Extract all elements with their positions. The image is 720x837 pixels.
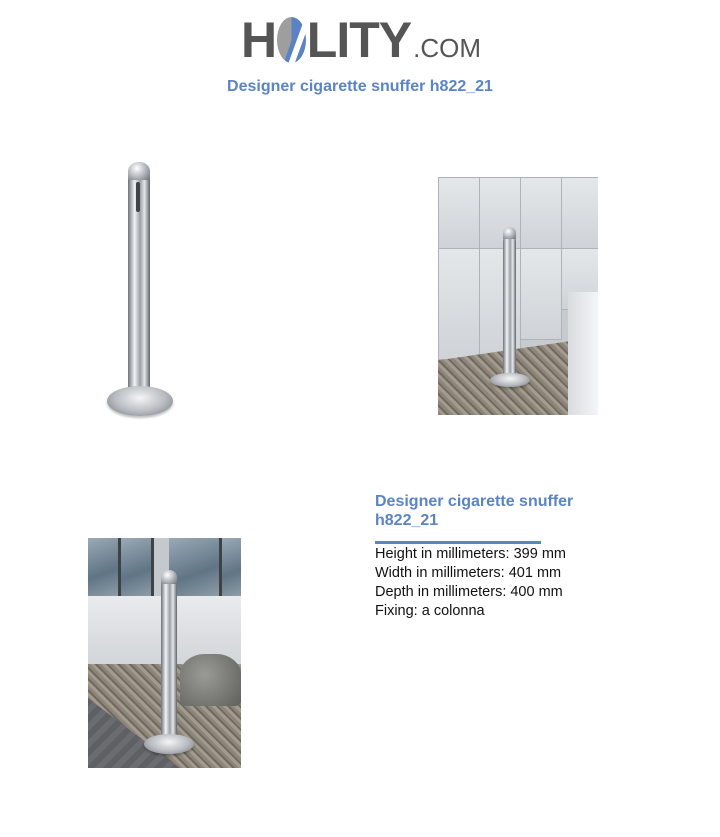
pole-cap: [128, 162, 150, 180]
window-pane: [121, 538, 154, 596]
heading-divider: [375, 541, 541, 544]
pole-base: [144, 734, 194, 754]
logo-text-left: H: [241, 12, 277, 68]
spec-depth: Depth in millimeters: 400 mm: [375, 584, 563, 600]
logo-text-right: LITY: [306, 12, 412, 68]
spec-width: Width in millimeters: 401 mm: [375, 565, 562, 581]
pole-shape: [161, 578, 177, 740]
hedge: [180, 654, 241, 706]
pole-slot: [136, 182, 140, 212]
product-photo-office: [88, 538, 241, 768]
spec-fixing: Fixing: a colonna: [375, 603, 485, 619]
logo-o-icon: [277, 17, 306, 63]
product-photo-wall: [438, 177, 598, 415]
window-pane: [88, 538, 121, 596]
pole-cap: [503, 227, 516, 239]
spec-height: Height in millimeters: 399 mm: [375, 546, 566, 562]
side-object: [568, 292, 598, 415]
window-pane: [222, 538, 241, 596]
pole-cap: [161, 570, 177, 584]
wall-panel: [438, 177, 480, 249]
holity-logo[interactable]: [241, 10, 481, 70]
pole-shape: [503, 235, 516, 383]
product-heading: Designer cigarette snuffer h822_21: [375, 493, 574, 529]
wall-panel: [561, 177, 598, 249]
product-photo-main: [100, 160, 180, 422]
wall-panel: [520, 177, 562, 249]
wall-panel: [438, 248, 480, 360]
pole-base: [107, 386, 173, 416]
wall-panel: [520, 248, 562, 340]
pole-base: [490, 373, 530, 387]
logo-domain: .COM: [413, 33, 481, 63]
page-title: Designer cigarette snuffer h822_21: [227, 78, 493, 95]
spec-list: [375, 545, 566, 621]
